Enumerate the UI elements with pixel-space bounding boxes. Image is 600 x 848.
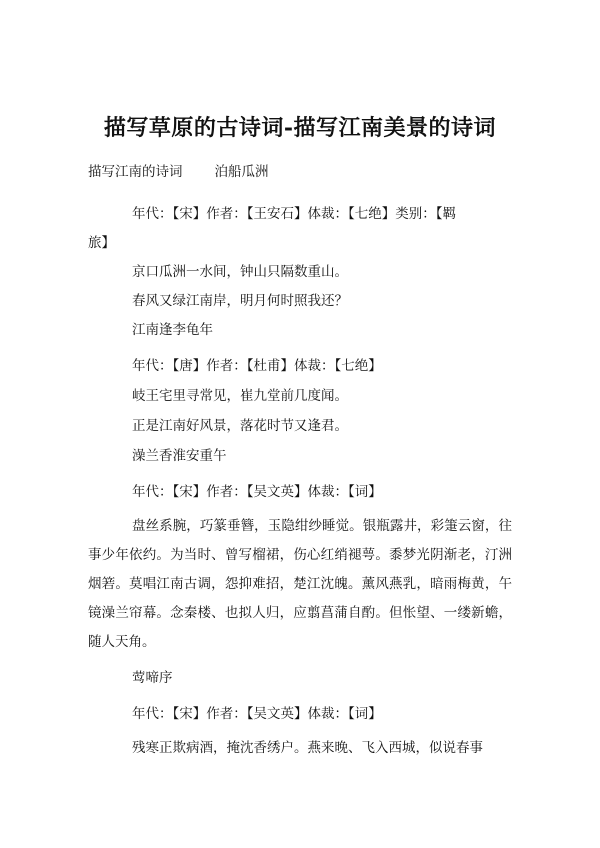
poem-meta: 年代：【宋】作者：【吴文英】体裁：【词】 (132, 484, 382, 500)
poem-line: 京口瓜洲一水间，钟山只隔数重山。 (132, 264, 348, 280)
poem-title: 泊船瓜洲 (214, 164, 269, 180)
poem-body: 盘丝系腕，巧篆垂簪，玉隐绀纱睡觉。银瓶露井，彩箑云窗，往事少年依约。为当时、曾写榴裙，伤心红绡褪萼。黍梦光阴渐老，汀洲烟箬。莫唱江南古调，怨抑难招，楚江沈魄。薰风燕乳，暗雨梅黄，午镜澡兰帘幕。念秦楼、也拟人归，应翦菖蒲自酌。但怅望、一缕新蟾，随人天角。 (88, 518, 512, 650)
section-heading-left: 描写江南的诗词 (88, 164, 183, 180)
poem-line: 正是江南好风景，落花时节又逢君。 (132, 418, 348, 434)
section-heading (88, 163, 269, 181)
poem-meta: 年代：【宋】作者：【王安石】体裁：【七绝】类别：【羁 (132, 206, 456, 222)
poem-meta: 年代：【宋】作者：【吴文英】体裁：【词】 (132, 706, 382, 722)
poem-meta: 年代：【唐】作者：【杜甫】体裁：【七绝】 (132, 358, 382, 374)
poem-title: 澡兰香淮安重午 (132, 448, 227, 464)
poem-body: 残寒正欺病酒，掩沈香绣户。燕来晚、飞入西城，似说春事 (132, 740, 483, 756)
poem-line: 岐王宅里寻常见，崔九堂前几度闻。 (132, 388, 348, 404)
document-title: 描写草原的古诗词-描写江南美景的诗词 (103, 115, 497, 141)
poem-meta-continued: 旅】 (88, 235, 115, 251)
poem-title: 江南逢李龟年 (132, 322, 213, 338)
poem-title: 莺啼序 (132, 670, 173, 686)
poem-line: 春风又绿江南岸，明月何时照我还？ (132, 293, 348, 309)
